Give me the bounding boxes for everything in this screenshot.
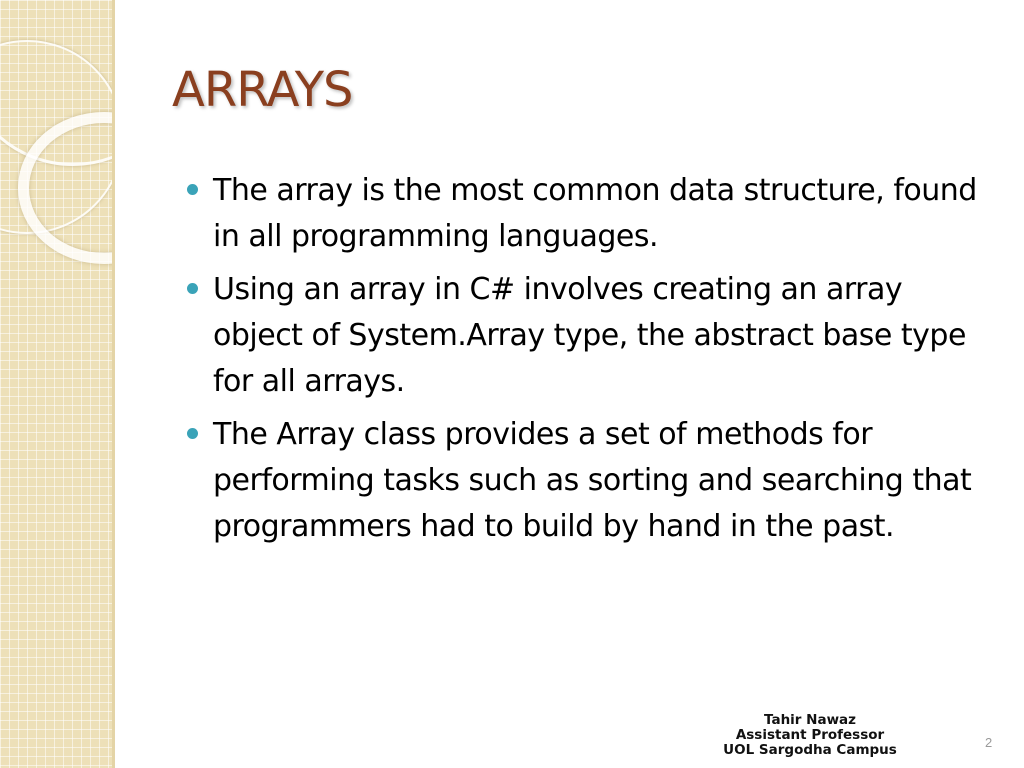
bullet-item (183, 267, 983, 405)
author-signature (700, 713, 920, 758)
bullet-text: Using an array in C# involves creating an array object of System.Array type, the abstract base type for all arrays. (213, 272, 966, 399)
bullet-text: The Array class provides a set of methods for performing tasks such as sorting and searching that programmers had to build by hand in the past. (213, 417, 972, 544)
bullet-item (183, 168, 983, 260)
author-role: Assistant Professor (735, 727, 885, 743)
bullet-text: The array is the most common data structure, found in all programming languages. (213, 173, 977, 254)
bullet-dot-icon (187, 184, 198, 195)
side-band-edge (112, 0, 115, 768)
author-campus: UOL Sargodha Campus (723, 742, 897, 758)
decorative-side-band (0, 0, 112, 768)
bullet-item (183, 412, 983, 550)
bullet-dot-icon (187, 428, 198, 439)
bullet-dot-icon (187, 283, 198, 294)
author-name: Tahir Nawaz (763, 712, 857, 728)
bullet-list (183, 168, 983, 557)
slide-title: ARRAYS (172, 62, 353, 118)
page-number: 2 (985, 735, 993, 750)
